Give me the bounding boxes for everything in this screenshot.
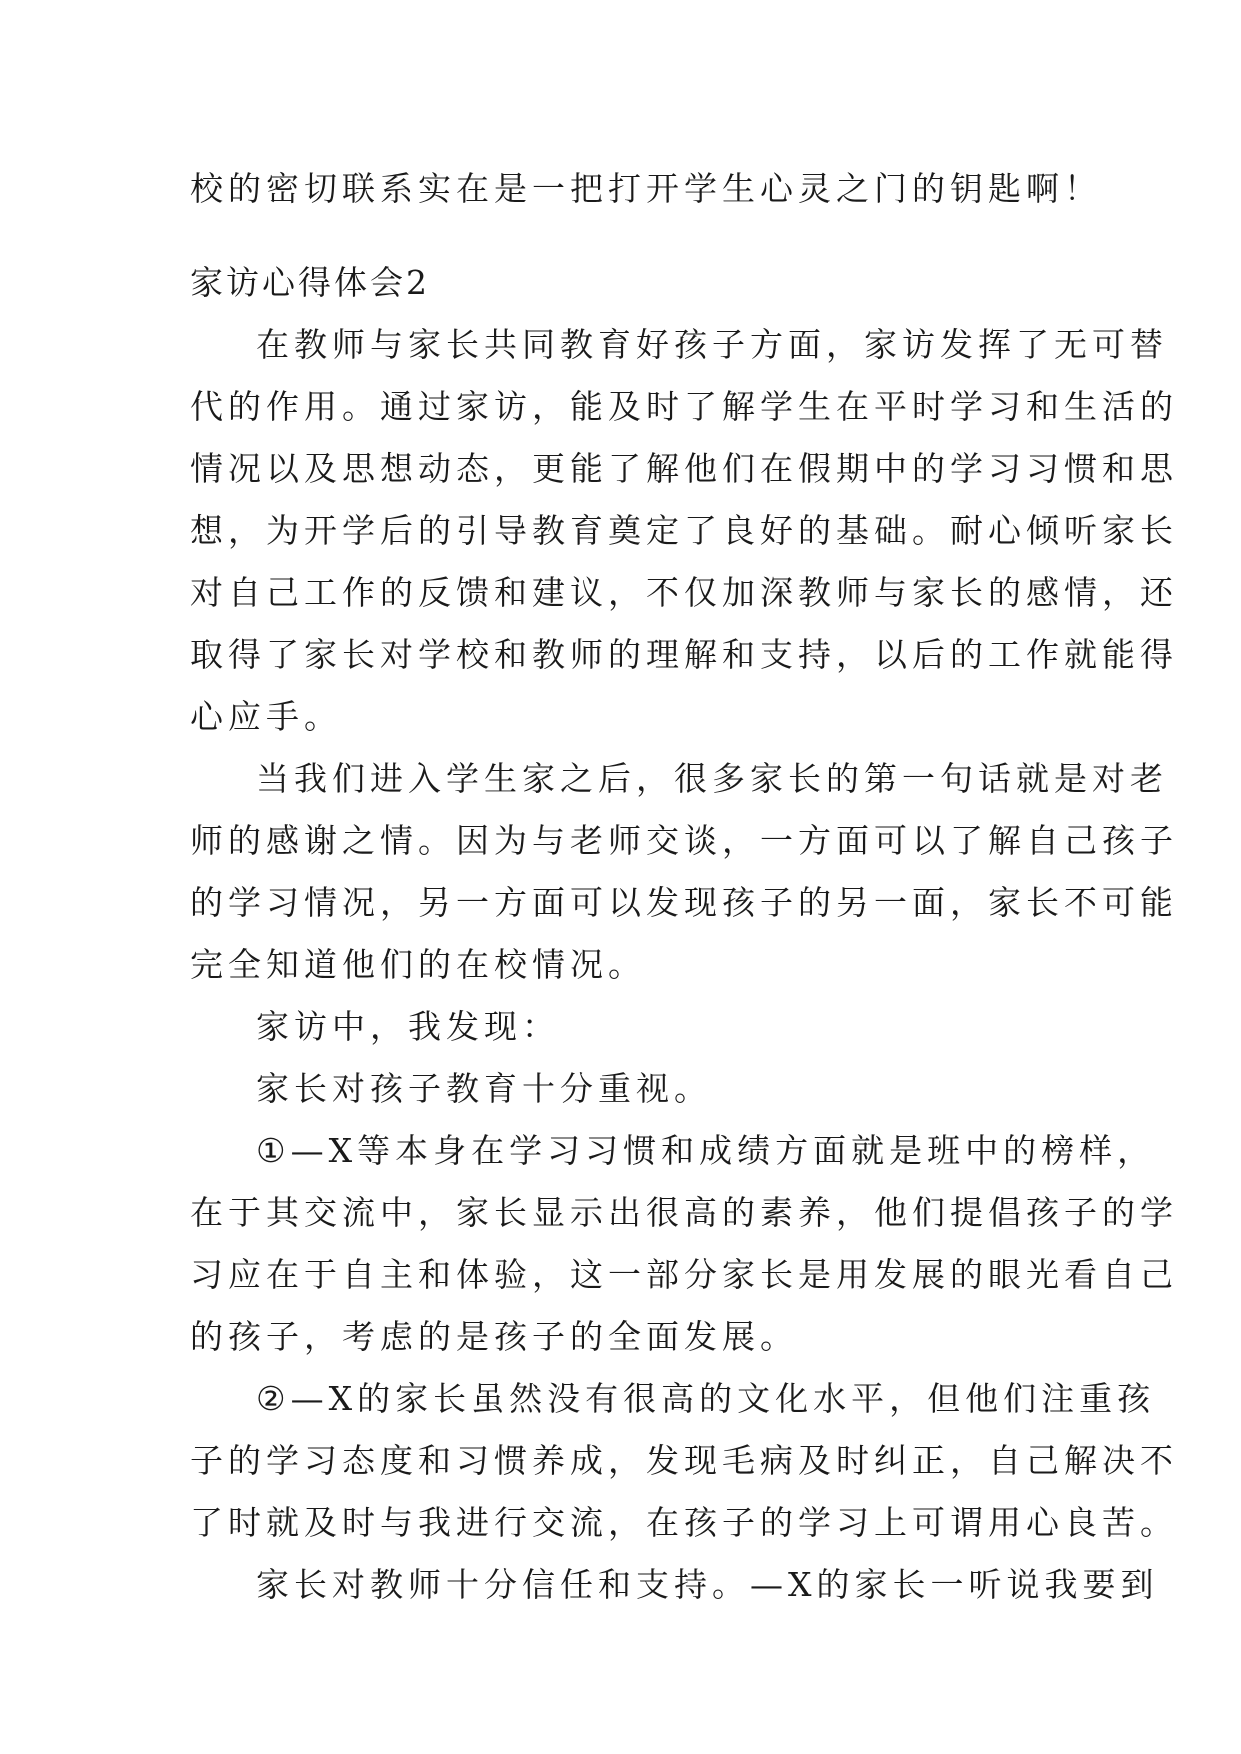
text-line: 了时就及时与我进行交流，在孩子的学习上可谓用心良苦。: [190, 1503, 1178, 1542]
text-line: 当我们进入学生家之后，很多家长的第一句话就是对老: [256, 759, 1168, 798]
text-line: 在教师与家长共同教育好孩子方面，家访发挥了无可替: [256, 325, 1168, 364]
text-line: 取得了家长对学校和教师的理解和支持，以后的工作就能得: [190, 635, 1178, 674]
text-line: 完全知道他们的在校情况。: [190, 945, 646, 984]
text-line: 师的感谢之情。因为与老师交谈，一方面可以了解自己孩子: [190, 821, 1178, 860]
text-line: 校的密切联系实在是一把打开学生心灵之门的钥匙啊！: [190, 169, 1102, 208]
text-line: ②—X的家长虽然没有很高的文化水平，但他们注重孩: [256, 1379, 1156, 1418]
text-line: 的学习情况，另一方面可以发现孩子的另一面，家长不可能: [190, 883, 1178, 922]
section-title: 家访心得体会2: [190, 263, 430, 302]
text-line: 的孩子，考虑的是孩子的全面发展。: [190, 1317, 798, 1356]
text-line: 情况以及思想动态，更能了解他们在假期中的学习习惯和思: [190, 449, 1178, 488]
text-line: 习应在于自主和体验，这一部分家长是用发展的眼光看自己: [190, 1255, 1178, 1294]
text-line: 家长对孩子教育十分重视。: [256, 1069, 712, 1108]
text-line: 心应手。: [190, 697, 342, 736]
body-text: [190, 158, 1178, 1616]
text-line: 代的作用。通过家访，能及时了解学生在平时学习和生活的: [190, 387, 1178, 426]
text-line: 在于其交流中，家长显示出很高的素养，他们提倡孩子的学: [190, 1193, 1178, 1232]
text-line: 家访中，我发现：: [256, 1007, 560, 1046]
text-line: ①—X等本身在学习习惯和成绩方面就是班中的榜样，: [256, 1131, 1156, 1170]
text-line: 家长对教师十分信任和支持。—X的家长一听说我要到: [256, 1565, 1159, 1604]
text-line: 想，为开学后的引导教育奠定了良好的基础。耐心倾听家长: [190, 511, 1178, 550]
text-line: 对自己工作的反馈和建议，不仅加深教师与家长的感情，还: [190, 573, 1178, 612]
text-line: 子的学习态度和习惯养成，发现毛病及时纠正，自己解决不: [190, 1441, 1178, 1480]
